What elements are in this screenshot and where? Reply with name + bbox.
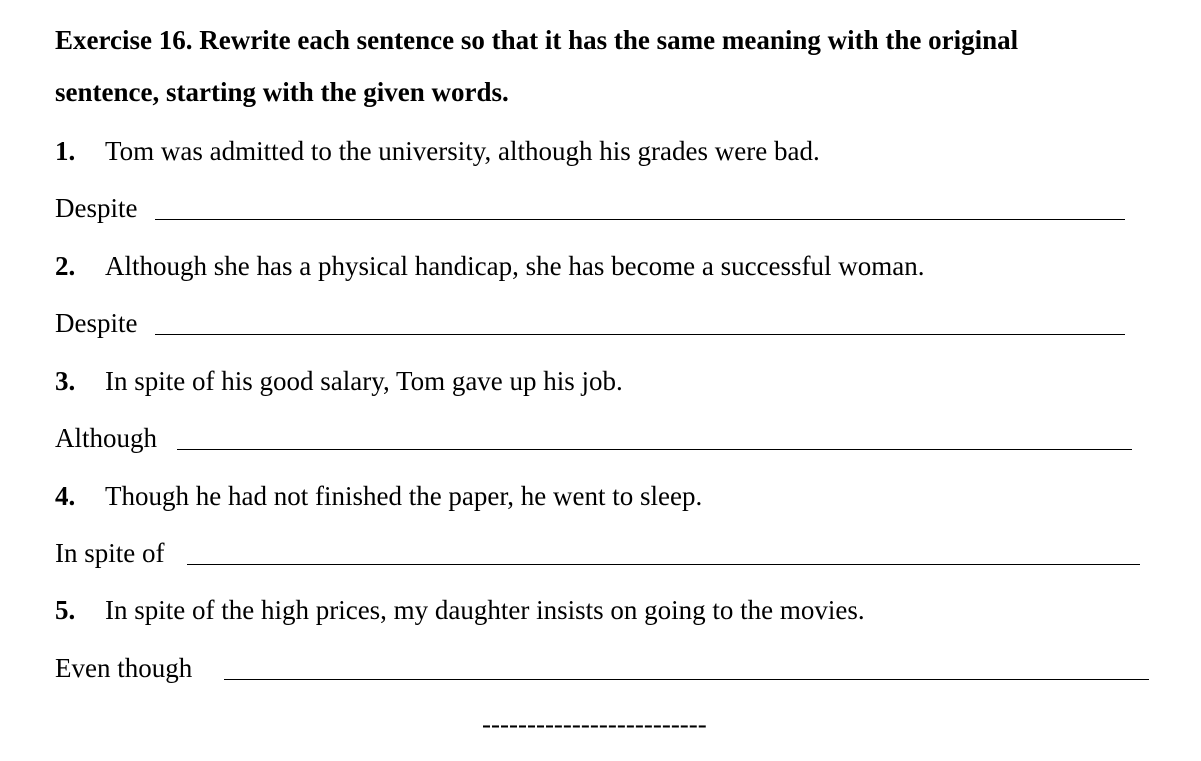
item-sentence: In spite of the high prices, my daughter insists on going to the movies. <box>105 595 865 625</box>
item-sentence: Though he had not finished the paper, he went to sleep. <box>105 481 703 511</box>
answer-blank-1[interactable] <box>155 219 1125 220</box>
exercise-item-5 <box>55 592 865 628</box>
item-sentence: Although she has a physical handicap, she has become a successful woman. <box>105 251 925 281</box>
item-number: 4. <box>55 481 76 511</box>
answer-blank-3[interactable] <box>177 449 1132 450</box>
item-number: 1. <box>55 136 76 166</box>
exercise-item-1 <box>55 133 820 169</box>
heading-line-2: sentence, starting with the given words. <box>55 77 509 107</box>
item-sentence: In spite of his good salary, Tom gave up his job. <box>105 366 623 396</box>
answer-prompt-3: Although <box>55 423 158 453</box>
exercise-item-2 <box>55 248 925 284</box>
exercise-item-4 <box>55 478 702 514</box>
exercise-heading <box>55 14 1165 118</box>
answer-blank-2[interactable] <box>155 334 1125 335</box>
answer-blank-4[interactable] <box>187 564 1140 565</box>
item-number: 3. <box>55 366 76 396</box>
heading-line-1: Exercise 16. Rewrite each sentence so that it has the same meaning with the original <box>55 25 1019 55</box>
answer-prompt-5: Even though <box>55 653 193 683</box>
item-sentence: Tom was admitted to the university, although his grades were bad. <box>105 136 820 166</box>
item-number: 2. <box>55 251 76 281</box>
exercise-item-3 <box>55 363 623 399</box>
section-divider: ------------------------- <box>482 709 707 739</box>
item-number: 5. <box>55 595 76 625</box>
answer-blank-5[interactable] <box>224 679 1149 680</box>
answer-prompt-2: Despite <box>55 308 138 338</box>
answer-prompt-4: In spite of <box>55 538 165 568</box>
answer-prompt-1: Despite <box>55 193 138 223</box>
